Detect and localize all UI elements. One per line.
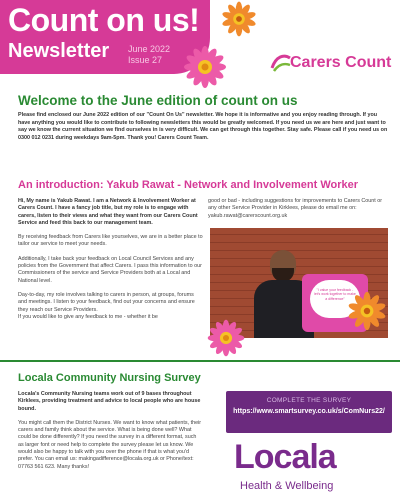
section-divider (0, 360, 400, 362)
survey-callout[interactable] (226, 391, 392, 433)
intro-heading: An introduction: Yakub Rawat - Network and Involvement Worker (18, 179, 359, 191)
carers-count-logo (270, 52, 395, 74)
flower-icon (182, 44, 228, 90)
issue-date: June 2022 (128, 44, 171, 54)
intro-paragraph: By receiving feedback from Carers like yourselves, we are in a better place to tailor our service to meet your needs. (18, 234, 203, 248)
newsletter-title: Count on us! (8, 2, 200, 38)
issue-number: Issue 27 (128, 55, 163, 65)
welcome-heading: Welcome to the June edition of count on us (18, 93, 298, 108)
carers-count-swoosh-icon (270, 52, 292, 74)
locala-heading: Locala Community Nursing Survey (18, 372, 201, 384)
locala-paragraph: Locala's Community Nursing teams work out of 9 bases throughout Kirklees, providing treatment and advice to local people who are house bound. (18, 391, 201, 412)
carers-count-wordmark: Carers Count (290, 54, 392, 71)
locala-logo (226, 438, 392, 498)
survey-link[interactable]: https://www.smartsurvey.co.uk/s/ComNurs22/ (233, 408, 385, 415)
sign-text: "I value your feedback - let's work together to make a difference" (314, 288, 356, 301)
locala-text (18, 391, 203, 478)
intro-left-column (18, 198, 203, 328)
intro-paragraph: Hi, My name is Yakub Rawat. I am a Network & Involvement Worker at Carers Count. I have a fancy job title, but my role is to engage with carers, listen to their views and what they want from our Carers Count Service and feed this back to our management team. (18, 198, 198, 226)
intro-paragraph: If you would like to give any feedback to me - whether it be (18, 313, 158, 320)
locala-wordmark: Locala (234, 438, 336, 476)
locala-paragraph: You might call them the District Nurses. We want to know what patients, their carers and family think about the service. What is being done well? What could be done differently? If you need the survey in a different format, such as larger font or need help to complete the survey please let us know. We would also be happy to talk with you over the phone if that is what you'd prefer. You can email us: makingadifference@locala.org.uk or Phone/text: 07763 561 623. Many thanks! (18, 419, 202, 470)
newsletter-header (0, 0, 400, 86)
newsletter-subtitle: Newsletter (8, 40, 110, 62)
survey-heading: COMPLETE THE SURVEY (266, 397, 352, 404)
intro-right-text: good or bad - including suggestions for improvements to Carers Count or any other Service Provider in Kirklees, please do email me on: yakub.rawat@carerscount.org.uk (208, 198, 383, 219)
intro-paragraph: Day-to-day, my role involves talking to carers in person, at groups, forums and meetings. I listen to your feedback, find out your concerns and ensure they reach our Service Providers. (18, 291, 195, 313)
flower-icon (220, 0, 258, 38)
locala-tagline: Health & Wellbeing (240, 480, 334, 492)
intro-paragraph: Additionally, I take back your feedback on Local Council Services and any policies from the Government that affect Carers. I pass this information to our Commissioners of the service and Service Providers both at a Local and National level. (18, 255, 202, 284)
flower-icon (206, 318, 246, 358)
flower-icon (346, 290, 388, 332)
welcome-body: Please find enclosed our June 2022 edition of our "Count On Us" newsletter. We hope it is informative and you enjoy reading through. If you have anything you would like to contribute to following newsletters this would be greatly welcomed. If you need us we are here and just want to say we know the current situation we find ourselves in is very difficult. We can get through this together. Stay safe. Please call if you need us on 0300 012 0231 during weekdays 9am-5pm. Thank you! Carers Count Team. (18, 112, 388, 141)
